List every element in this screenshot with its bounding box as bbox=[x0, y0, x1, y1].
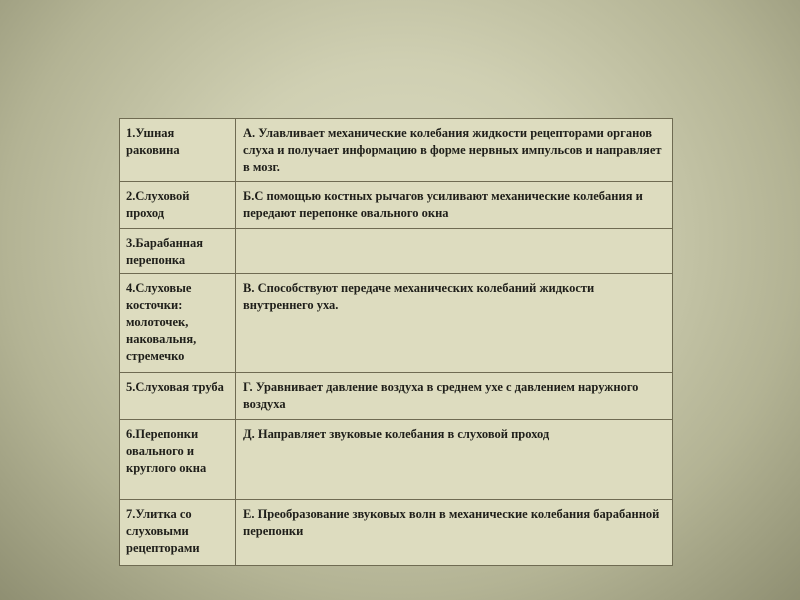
function-cell bbox=[236, 182, 673, 229]
structure-cell bbox=[120, 182, 236, 229]
structure-cell bbox=[120, 274, 236, 373]
function-text: Е. Преобразование звуковых волн в механические колебания барабанной перепонки bbox=[243, 507, 660, 538]
matching-table bbox=[119, 118, 673, 566]
function-text: Д. Направляет звуковые колебания в слуховой проход bbox=[243, 427, 550, 441]
structure-text: 1.Ушная раковина bbox=[126, 126, 180, 157]
table-row bbox=[120, 500, 673, 566]
function-cell bbox=[236, 119, 673, 182]
structure-cell bbox=[120, 229, 236, 274]
function-cell bbox=[236, 420, 673, 500]
structure-cell bbox=[120, 119, 236, 182]
function-cell bbox=[236, 274, 673, 373]
function-text: Б.С помощью костных рычагов усиливают механические колебания и передают перепонке овального окна bbox=[243, 189, 643, 220]
function-text: А. Улавливает механические колебания жидкости рецепторами органов слуха и получает информацию в форме нервных импульсов и направляет в мозг. bbox=[243, 126, 662, 174]
table-row bbox=[120, 274, 673, 373]
structure-text: 3.Барабанная перепонка bbox=[126, 236, 204, 267]
structure-text: 7.Улитка со слуховыми рецепторами bbox=[126, 507, 200, 555]
table-row bbox=[120, 229, 673, 274]
table-row bbox=[120, 373, 673, 420]
table-row bbox=[120, 119, 673, 182]
structure-text: 5.Слуховая труба bbox=[126, 380, 224, 394]
structure-text: 2.Слуховой проход bbox=[126, 189, 190, 220]
structure-cell bbox=[120, 500, 236, 566]
structure-text: 6.Перепонки овального и круглого окна bbox=[126, 427, 207, 475]
structure-cell bbox=[120, 420, 236, 500]
table-row bbox=[120, 420, 673, 500]
function-text: Г. Уравнивает давление воздуха в среднем ухе с давлением наружного воздуха bbox=[243, 380, 639, 411]
function-text: В. Способствуют передаче механических колебаний жидкости внутреннего уха. bbox=[243, 281, 595, 312]
structure-text: 4.Слуховые косточки: молоточек, наковальня, стремечко bbox=[126, 281, 197, 363]
function-cell bbox=[236, 500, 673, 566]
structure-cell bbox=[120, 373, 236, 420]
function-cell bbox=[236, 373, 673, 420]
function-cell bbox=[236, 229, 673, 274]
table-row bbox=[120, 182, 673, 229]
